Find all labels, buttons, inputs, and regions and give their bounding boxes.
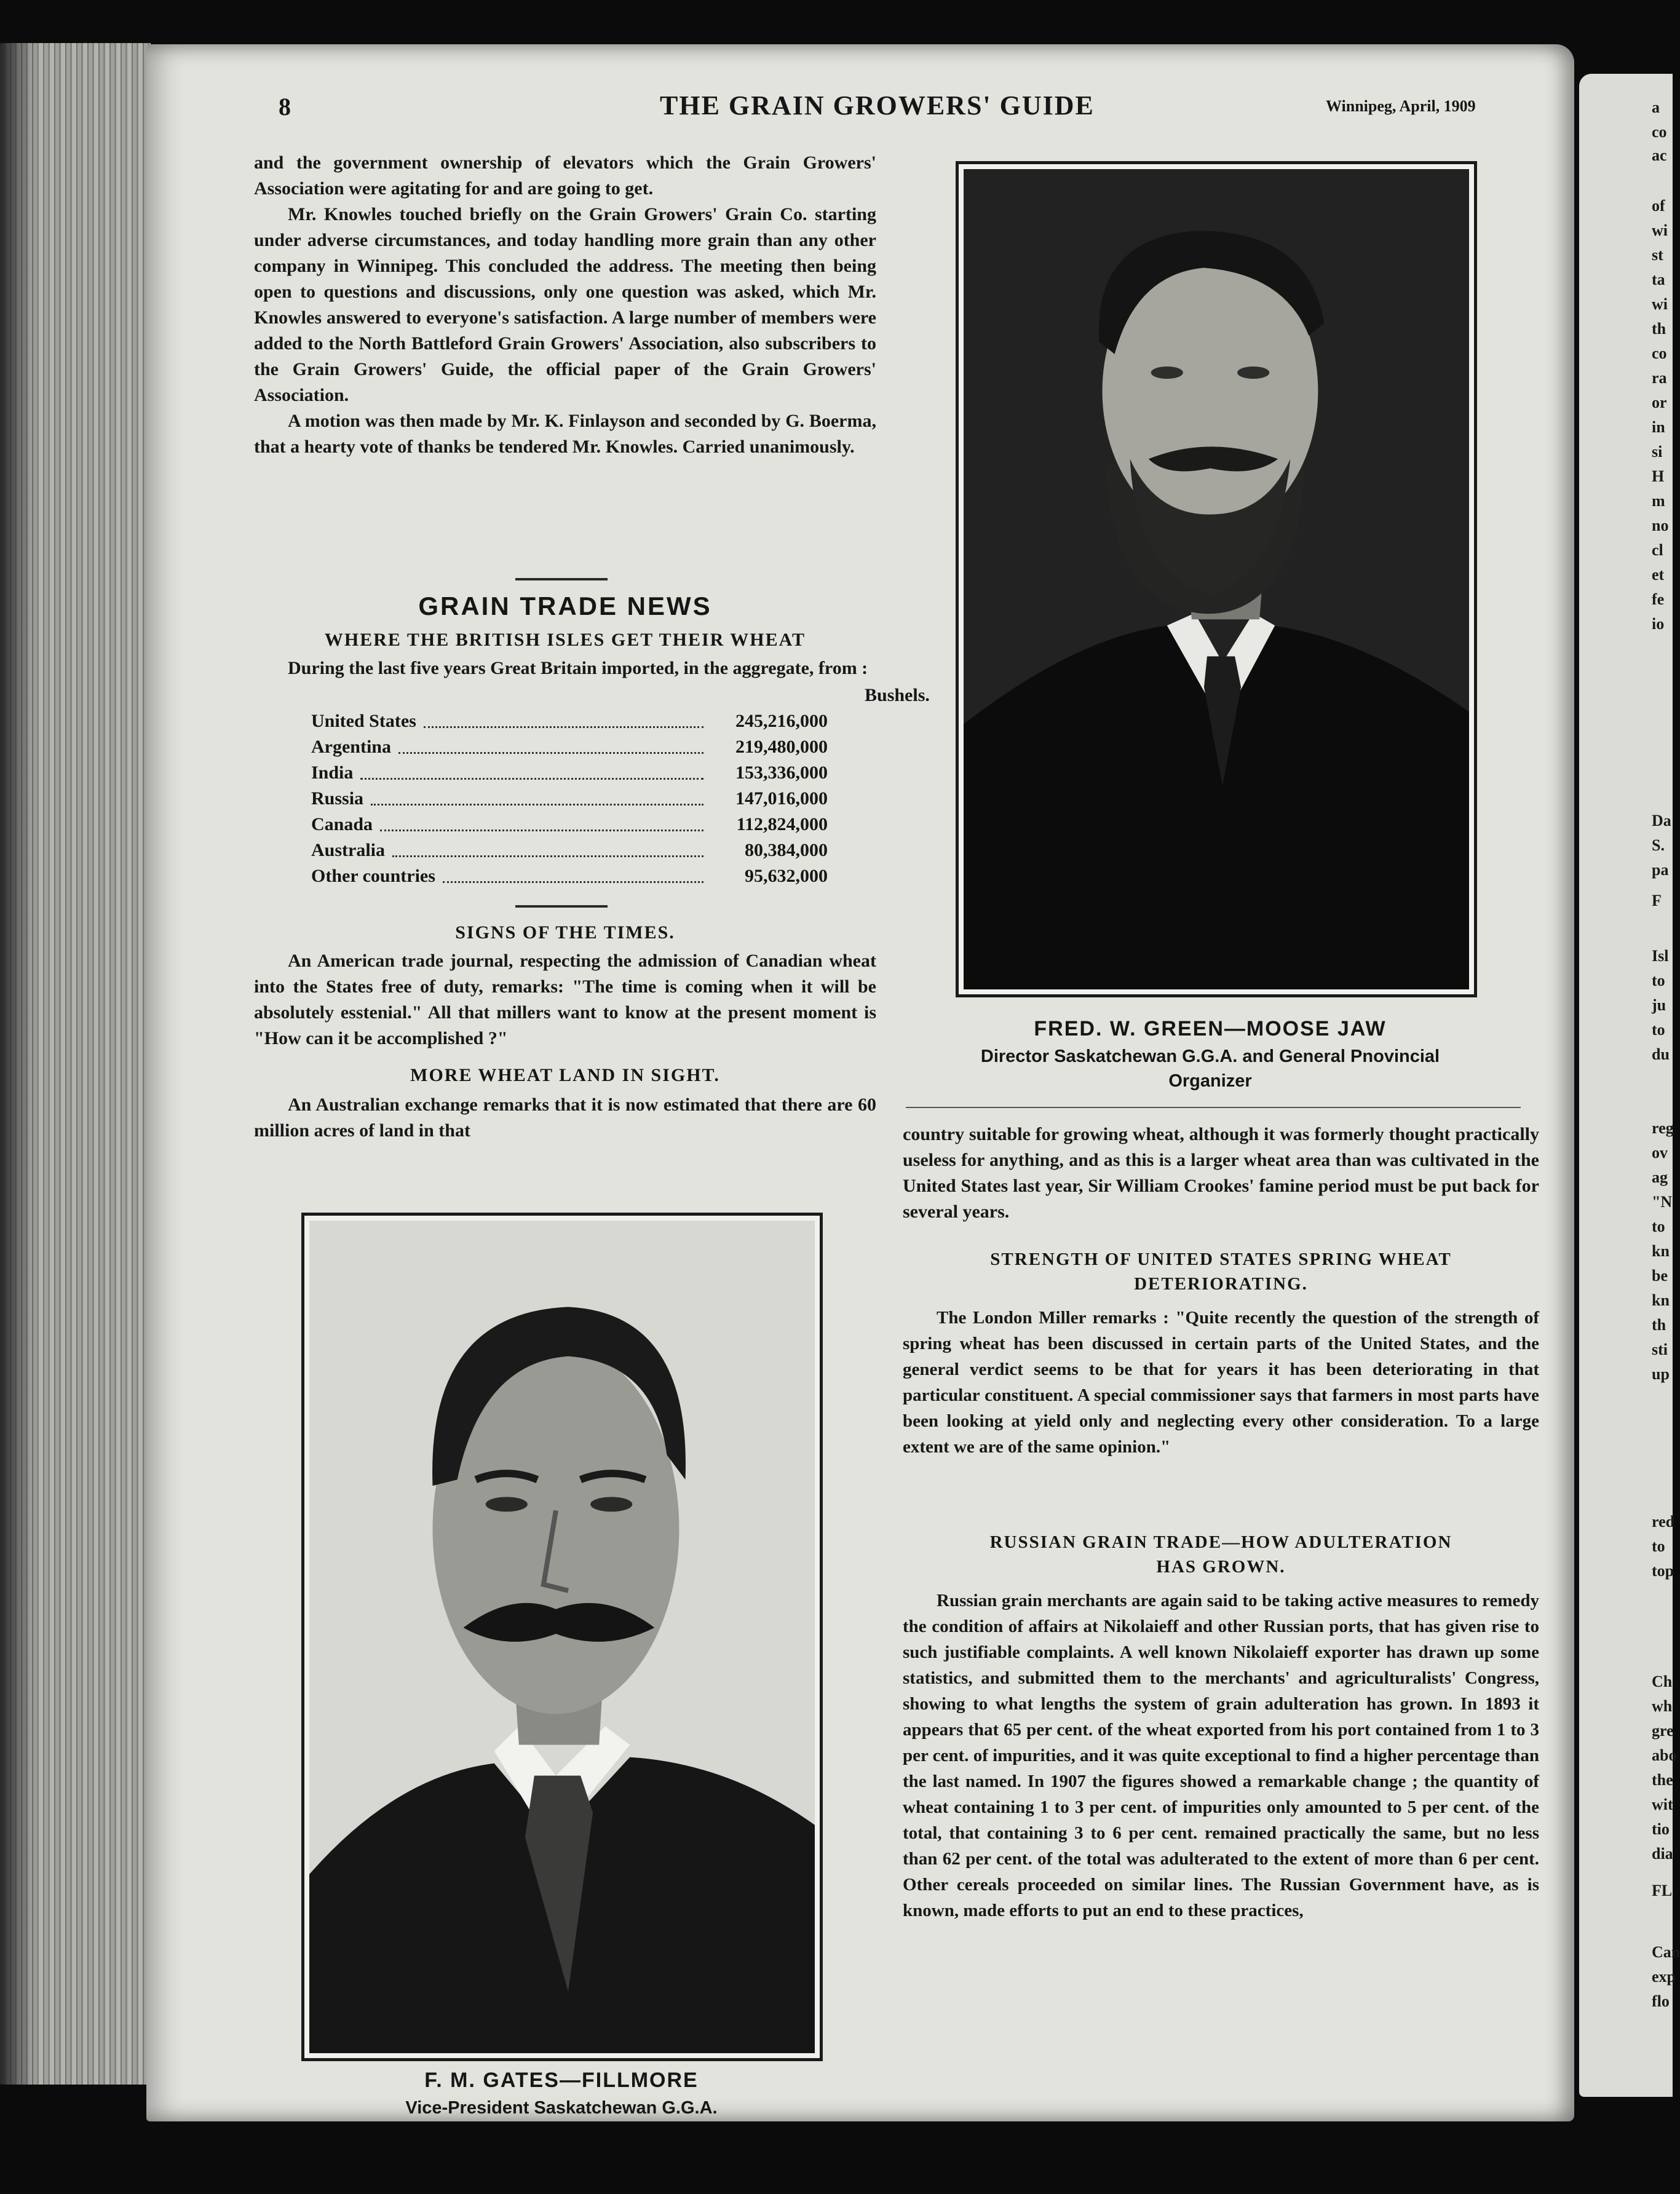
- masthead: THE GRAIN GROWERS' GUIDE: [660, 90, 1095, 121]
- facing-page-text-fragment: fe: [1652, 590, 1665, 608]
- more-wheat-land-body: [254, 1092, 876, 1144]
- dateline: Winnipeg, April, 1909: [1326, 97, 1476, 115]
- facing-page-text-fragment: wi: [1652, 295, 1668, 313]
- facing-page-text-fragment: kn: [1652, 1242, 1670, 1260]
- wheat-import-table: [311, 708, 828, 889]
- facing-page-text-fragment: S.: [1652, 836, 1665, 854]
- facing-page-text-fragment: co: [1652, 344, 1667, 362]
- facing-page-text-fragment: Ch: [1652, 1673, 1673, 1690]
- portrait-gates: [301, 1213, 823, 2061]
- leader-dots: [443, 870, 703, 883]
- intro-paragraph-3: A motion was then made by Mr. K. Finlayson and seconded by G. Boerma, that a hearty vote of thanks be tendered Mr. Knowles. Carried unanimously.: [254, 411, 876, 457]
- wheat-land-continuation-text: country suitable for growing wheat, although it was formerly thought practically useless for anything, and as this is a larger wheat area than was cultivated in the United States last year, Sir William Crookes' famine period must be put back for several years.: [903, 1124, 1539, 1222]
- facing-page-text-fragment: io: [1652, 615, 1665, 633]
- wheat-table-row: [311, 734, 828, 760]
- facing-page-text-fragment: th: [1652, 1316, 1666, 1334]
- wheat-table-row: [311, 838, 828, 863]
- wheat-intro: [254, 655, 876, 681]
- portrait-gates-image: [309, 1221, 815, 2053]
- russian-text: Russian grain merchants are again said to be taking active measures to remedy the condition of affairs at Nikolaieff and other Russian ports, that has given rise to such justifiable complaints. A well known Nikolaieff exporter has drawn up some statistics, and submitted them to the merchants' and agriculturalists' Congress, showing to what lengths the system of grain adulteration has grown. In 1893 it appears that 65 per cent. of the wheat exported from his port contained from 1 to 3 per cent. of impurities, and it was quite exceptional to find a higher percentage than the last named. In 1907 the figures showed a remarkable change ; the quantity of wheat containing 1 to 3 per cent. of impurities only amounted to 5 per cent. of the total, that containing 3 to 6 per cent. remained practically the same, but no less than 62 per cent. of the total was adulterated to the extent of more than 6 per cent. Other cereals proceeded on similar lines. The Russian Government have, as is known, made efforts to put an end to these practices,: [903, 1591, 1539, 1920]
- signs-of-times-heading: SIGNS OF THE TIMES.: [455, 922, 675, 943]
- wheat-table-bushels: 245,216,000: [735, 711, 828, 731]
- wheat-table-country: Russia: [311, 788, 364, 809]
- facing-page-text-fragment: ju: [1652, 996, 1666, 1014]
- facing-page-text-fragment: ra: [1652, 369, 1667, 387]
- facing-page-text-fragment: sti: [1652, 1341, 1668, 1358]
- wheat-table-country: Argentina: [311, 737, 391, 757]
- facing-page-text-fragment: pa: [1652, 861, 1669, 879]
- facing-page-text-fragment: th: [1652, 320, 1666, 338]
- wheat-table-country: United States: [311, 711, 416, 731]
- wheat-table-bushels: 219,480,000: [735, 737, 828, 757]
- section-divider: [515, 578, 608, 580]
- portrait-green: [956, 161, 1477, 997]
- leader-dots: [398, 741, 703, 754]
- facing-page-text-fragment: Can: [1652, 1943, 1680, 1961]
- strength-heading-line-1: STRENGTH OF UNITED STATES SPRING WHEAT: [990, 1249, 1452, 1269]
- intro-paragraph-1: and the government ownership of elevators which the Grain Growers' Association were agitating for and are going to get.: [254, 152, 876, 199]
- facing-page-text-fragment: FL: [1652, 1882, 1673, 1899]
- facing-page-text-fragment: or: [1652, 394, 1667, 411]
- facing-page-text-fragment: reg: [1652, 1119, 1674, 1137]
- facing-page-text-fragment: cl: [1652, 541, 1663, 559]
- facing-page-text-fragment: to: [1652, 1218, 1665, 1235]
- facing-page-text-fragment: exp: [1652, 1968, 1676, 1986]
- wheat-table-bushels: 153,336,000: [735, 762, 828, 783]
- strength-text: The London Miller remarks : "Quite recently the question of the strength of spring wheat has been discussed in certain parts of the United States, and the general verdict seems to be that for years it has been deteriorating in that particular constituent. A special commissioner says that farmers in most parts have been looking at yield only and neglecting every other consideration. To a large extent we are of the same opinion.": [903, 1308, 1539, 1457]
- facing-page-text-fragment: red: [1652, 1513, 1675, 1531]
- portrait-green-role-line-1: Director Saskatchewan G.G.A. and General Pnovincial: [980, 1047, 1440, 1066]
- wheat-table-country: India: [311, 762, 354, 783]
- wheat-table-bushels: 95,632,000: [745, 866, 828, 886]
- wheat-table-country: Other countries: [311, 866, 435, 886]
- facing-page-text-fragment: abo: [1652, 1746, 1677, 1764]
- portrait-green-name: FRED. W. GREEN—MOOSE JAW: [1034, 1017, 1387, 1040]
- wheat-table-bushels: 80,384,000: [745, 840, 828, 860]
- russian-heading-line-2: HAS GROWN.: [1156, 1557, 1286, 1577]
- intro-paragraph-2: Mr. Knowles touched briefly on the Grain Growers' Grain Co. starting under adverse circumstances, and today handling more grain than any other company in Winnipeg. This concluded the address. The meeting then being open to questions and discussions, only one question was asked, which Mr. Knowles answered to everyone's satisfaction. A large number of members were added to the North Battleford Grain Growers' Association, also subscribers to the Grain Growers' Guide, the official paper of the Grain Growers' Association.: [254, 204, 876, 405]
- wheat-sources-subheading: WHERE THE BRITISH ISLES GET THEIR WHEAT: [324, 630, 806, 650]
- strength-heading-line-2: DETERIORATING.: [1134, 1274, 1308, 1294]
- facing-page-text-fragment: ta: [1652, 271, 1665, 288]
- facing-page-text-fragment: co: [1652, 123, 1667, 141]
- wheat-table-country: Canada: [311, 814, 373, 834]
- intro-text: [254, 150, 876, 460]
- facing-page-text-fragment: no: [1652, 517, 1669, 534]
- facing-page-text-fragment: gre: [1652, 1722, 1674, 1740]
- leader-dots: [371, 793, 703, 806]
- page-number: 8: [279, 93, 291, 121]
- facing-page-text-fragment: Isl: [1652, 947, 1669, 965]
- facing-page-text-fragment: "N: [1652, 1193, 1673, 1211]
- wheat-table-country: Australia: [311, 840, 385, 860]
- signs-of-times-text: An American trade journal, respecting the admission of Canadian wheat into the States free of duty, remarks: "The time is coming when it will be absolutely esstenial." All that millers want to know at the present moment is "How can it be accomplished ?": [254, 951, 876, 1048]
- facing-page-text-fragment: flo: [1652, 1992, 1670, 2010]
- facing-page-text-fragment: wh: [1652, 1697, 1673, 1715]
- wheat-table-row: [311, 863, 828, 889]
- facing-page-text-fragment: to: [1652, 1537, 1665, 1555]
- newspaper-page: [146, 44, 1574, 2121]
- facing-page-text-fragment: ac: [1652, 146, 1667, 164]
- facing-page-text-fragment: et: [1652, 566, 1665, 584]
- leader-dots: [380, 818, 703, 831]
- facing-page-text-fragment: ag: [1652, 1168, 1668, 1186]
- facing-page-text-fragment: F: [1652, 892, 1662, 909]
- wheat-table-bushels: 147,016,000: [735, 788, 828, 809]
- facing-page-text-fragment: Da: [1652, 812, 1671, 830]
- facing-page-text-fragment: to: [1652, 972, 1665, 989]
- facing-page-text-fragment: up: [1652, 1365, 1670, 1383]
- section-divider: [515, 905, 608, 908]
- wheat-table-row: [311, 760, 828, 786]
- wheat-table-row: [311, 708, 828, 734]
- facing-page-text-fragment: in: [1652, 418, 1665, 436]
- wheat-table-row: [311, 812, 828, 838]
- facing-page-text-fragment: ov: [1652, 1144, 1668, 1162]
- facing-page-text-fragment: a: [1652, 98, 1660, 116]
- facing-page-text-fragment: be: [1652, 1267, 1668, 1285]
- more-wheat-land-heading: MORE WHEAT LAND IN SIGHT.: [410, 1065, 720, 1085]
- facing-page-text-fragment: tio: [1652, 1820, 1670, 1838]
- facing-page-text-fragment: wit: [1652, 1796, 1673, 1813]
- facing-page-text-fragment: to: [1652, 1021, 1665, 1039]
- leader-dots: [424, 715, 703, 728]
- wheat-table-bushels: 112,824,000: [736, 814, 828, 834]
- portrait-green-image: [964, 169, 1469, 989]
- facing-page-text-fragment: of: [1652, 197, 1665, 215]
- facing-page-text-fragment: m: [1652, 492, 1665, 510]
- wheat-land-continuation: [903, 1122, 1539, 1225]
- russian-body: [903, 1588, 1539, 1923]
- grain-trade-news-heading: GRAIN TRADE NEWS: [418, 592, 712, 620]
- facing-page-text-fragment: H: [1652, 467, 1665, 485]
- portrait-gates-role: Vice-President Saskatchewan G.G.A.: [405, 2098, 718, 2118]
- more-wheat-land-text: An Australian exchange remarks that it is now estimated that there are 60 million acres of land in that: [254, 1095, 876, 1141]
- column-divider: [906, 1107, 1521, 1108]
- portrait-gates-name: F. M. GATES—FILLMORE: [424, 2069, 699, 2092]
- facing-page-text-fragment: the: [1652, 1771, 1673, 1789]
- signs-of-times-body: [254, 948, 876, 1051]
- facing-page-fragment: [1579, 74, 1680, 2097]
- facing-page-text-fragment: wi: [1652, 221, 1668, 239]
- portrait-green-role-line-2: Organizer: [1168, 1071, 1252, 1091]
- facing-page-text-fragment: dia: [1652, 1845, 1673, 1863]
- facing-page-text-fragment: st: [1652, 246, 1663, 264]
- leader-dots: [360, 767, 703, 780]
- book-binding-edge: [0, 43, 151, 2085]
- russian-heading-line-1: RUSSIAN GRAIN TRADE—HOW ADULTERATION: [989, 1532, 1452, 1552]
- facing-page-text-fragment: du: [1652, 1045, 1670, 1063]
- facing-page-text-fragment: kn: [1652, 1291, 1670, 1309]
- wheat-table-row: [311, 786, 828, 812]
- bushels-header: Bushels.: [865, 685, 930, 705]
- facing-page-text-fragment: si: [1652, 443, 1663, 461]
- strength-body: [903, 1305, 1539, 1460]
- wheat-intro-text: During the last five years Great Britain imported, in the aggregate, from :: [288, 658, 868, 678]
- leader-dots: [392, 844, 703, 857]
- facing-page-text-fragment: top: [1652, 1562, 1674, 1580]
